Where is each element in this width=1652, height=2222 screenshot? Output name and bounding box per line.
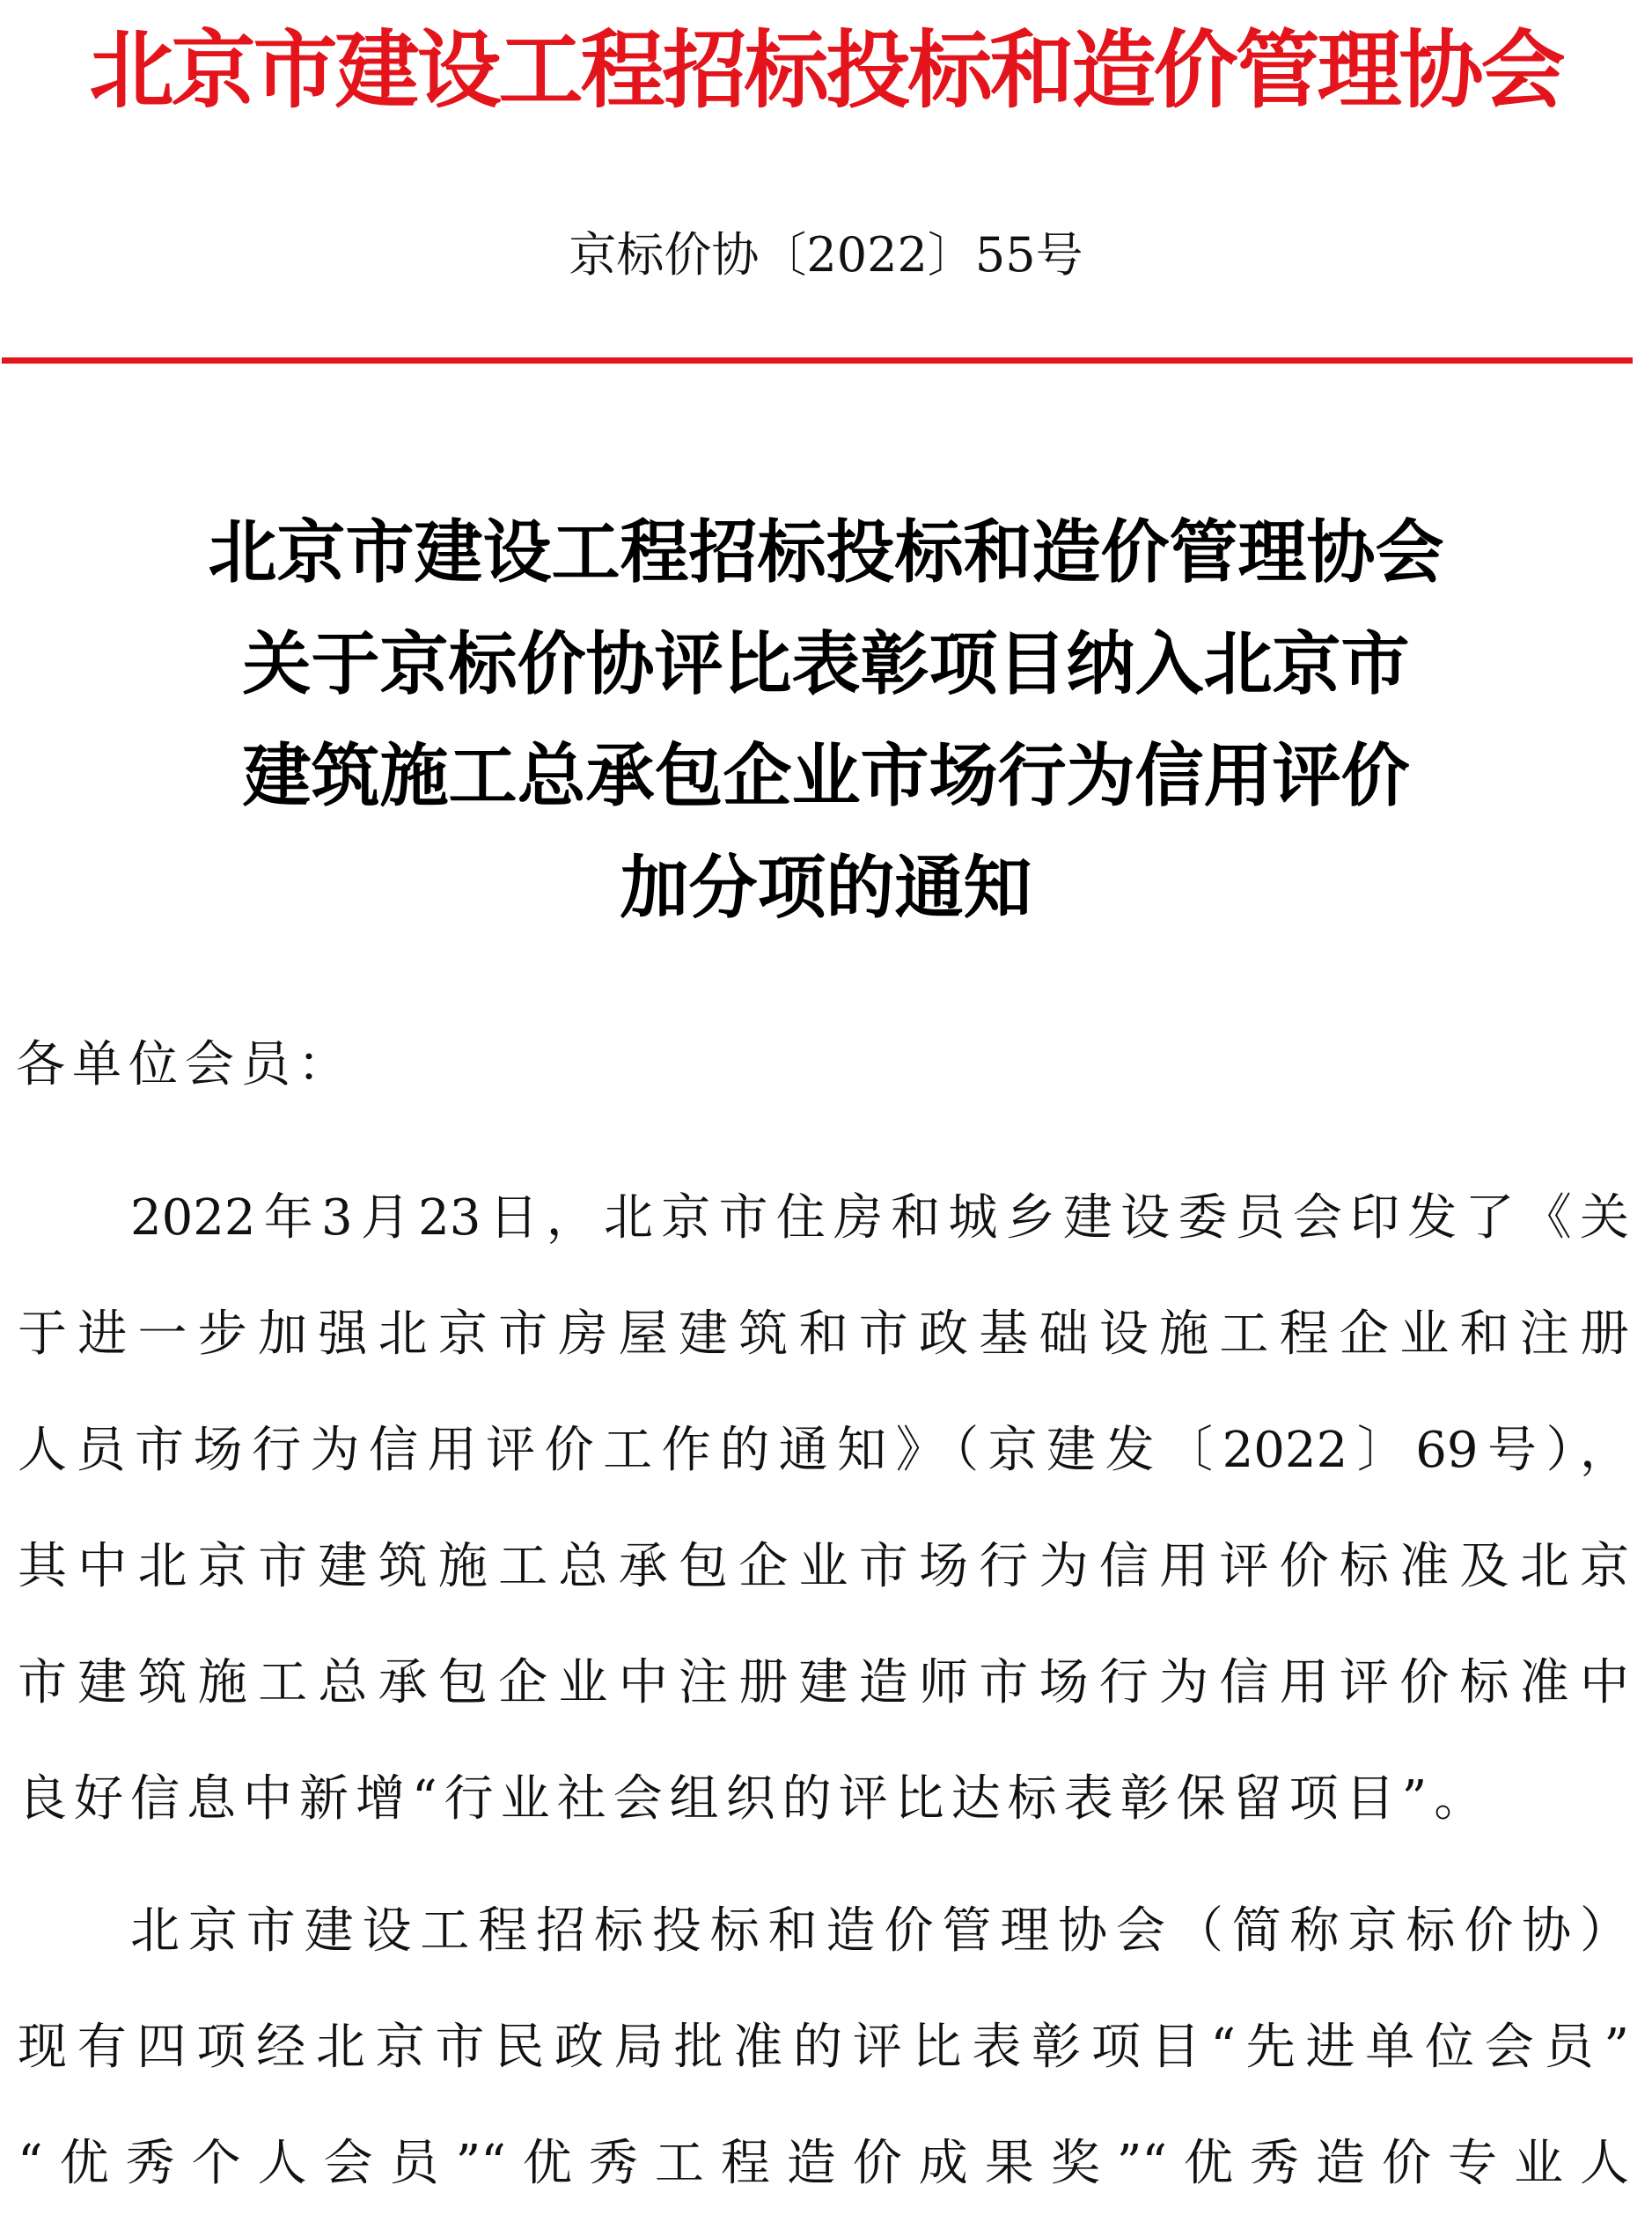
title-line: 北京市建设工程招标投标和造价管理协会 bbox=[208, 513, 1444, 592]
title-line: 加分项的通知 bbox=[620, 849, 1032, 928]
document-number: 京标价协〔2022〕55号 bbox=[569, 227, 1083, 283]
title-line: 建筑施工总承包企业市场行为信用评价 bbox=[242, 737, 1410, 816]
paragraph-line: 人员市场行为信用评价工作的通知》（京建发〔2022〕69号）， bbox=[18, 1422, 1629, 1479]
paragraph-line: 良好信息中新增“行业社会组织的评比达标表彰保留项目”。 bbox=[18, 1770, 1491, 1828]
paragraph-line: 北京市建设工程招标投标和造价管理协会（简称京标价协） bbox=[130, 1902, 1629, 1960]
document-title bbox=[0, 497, 1652, 945]
paragraph-1 bbox=[0, 1160, 1652, 1858]
organization-header: 北京市建设工程招标投标和造价管理协会 bbox=[89, 20, 1563, 120]
paragraph-line: 2022年3月23日，北京市住房和城乡建设委员会印发了《关 bbox=[130, 1189, 1629, 1247]
paragraph-line: 市建筑施工总承包企业中注册建造师市场行为信用评价标准中 bbox=[18, 1654, 1629, 1711]
paragraph-line: 现有四项经北京市民政局批准的评比表彰项目“先进单位会员” bbox=[18, 2019, 1629, 2076]
title-line: 关于京标价协评比表彰项目纳入北京市 bbox=[242, 625, 1410, 704]
paragraph-line: “优秀个人会员”“优秀工程造价成果奖”“优秀造价专业人 bbox=[18, 2135, 1629, 2192]
red-divider-rule bbox=[2, 357, 1633, 364]
paragraph-line: 于进一步加强北京市房屋建筑和市政基础设施工程企业和注册 bbox=[18, 1306, 1629, 1363]
salutation: 各单位会员： bbox=[16, 1036, 354, 1093]
paragraph-line: 其中北京市建筑施工总承包企业市场行为信用评价标准及北京 bbox=[18, 1538, 1629, 1595]
paragraph-2 bbox=[0, 1873, 1652, 2222]
